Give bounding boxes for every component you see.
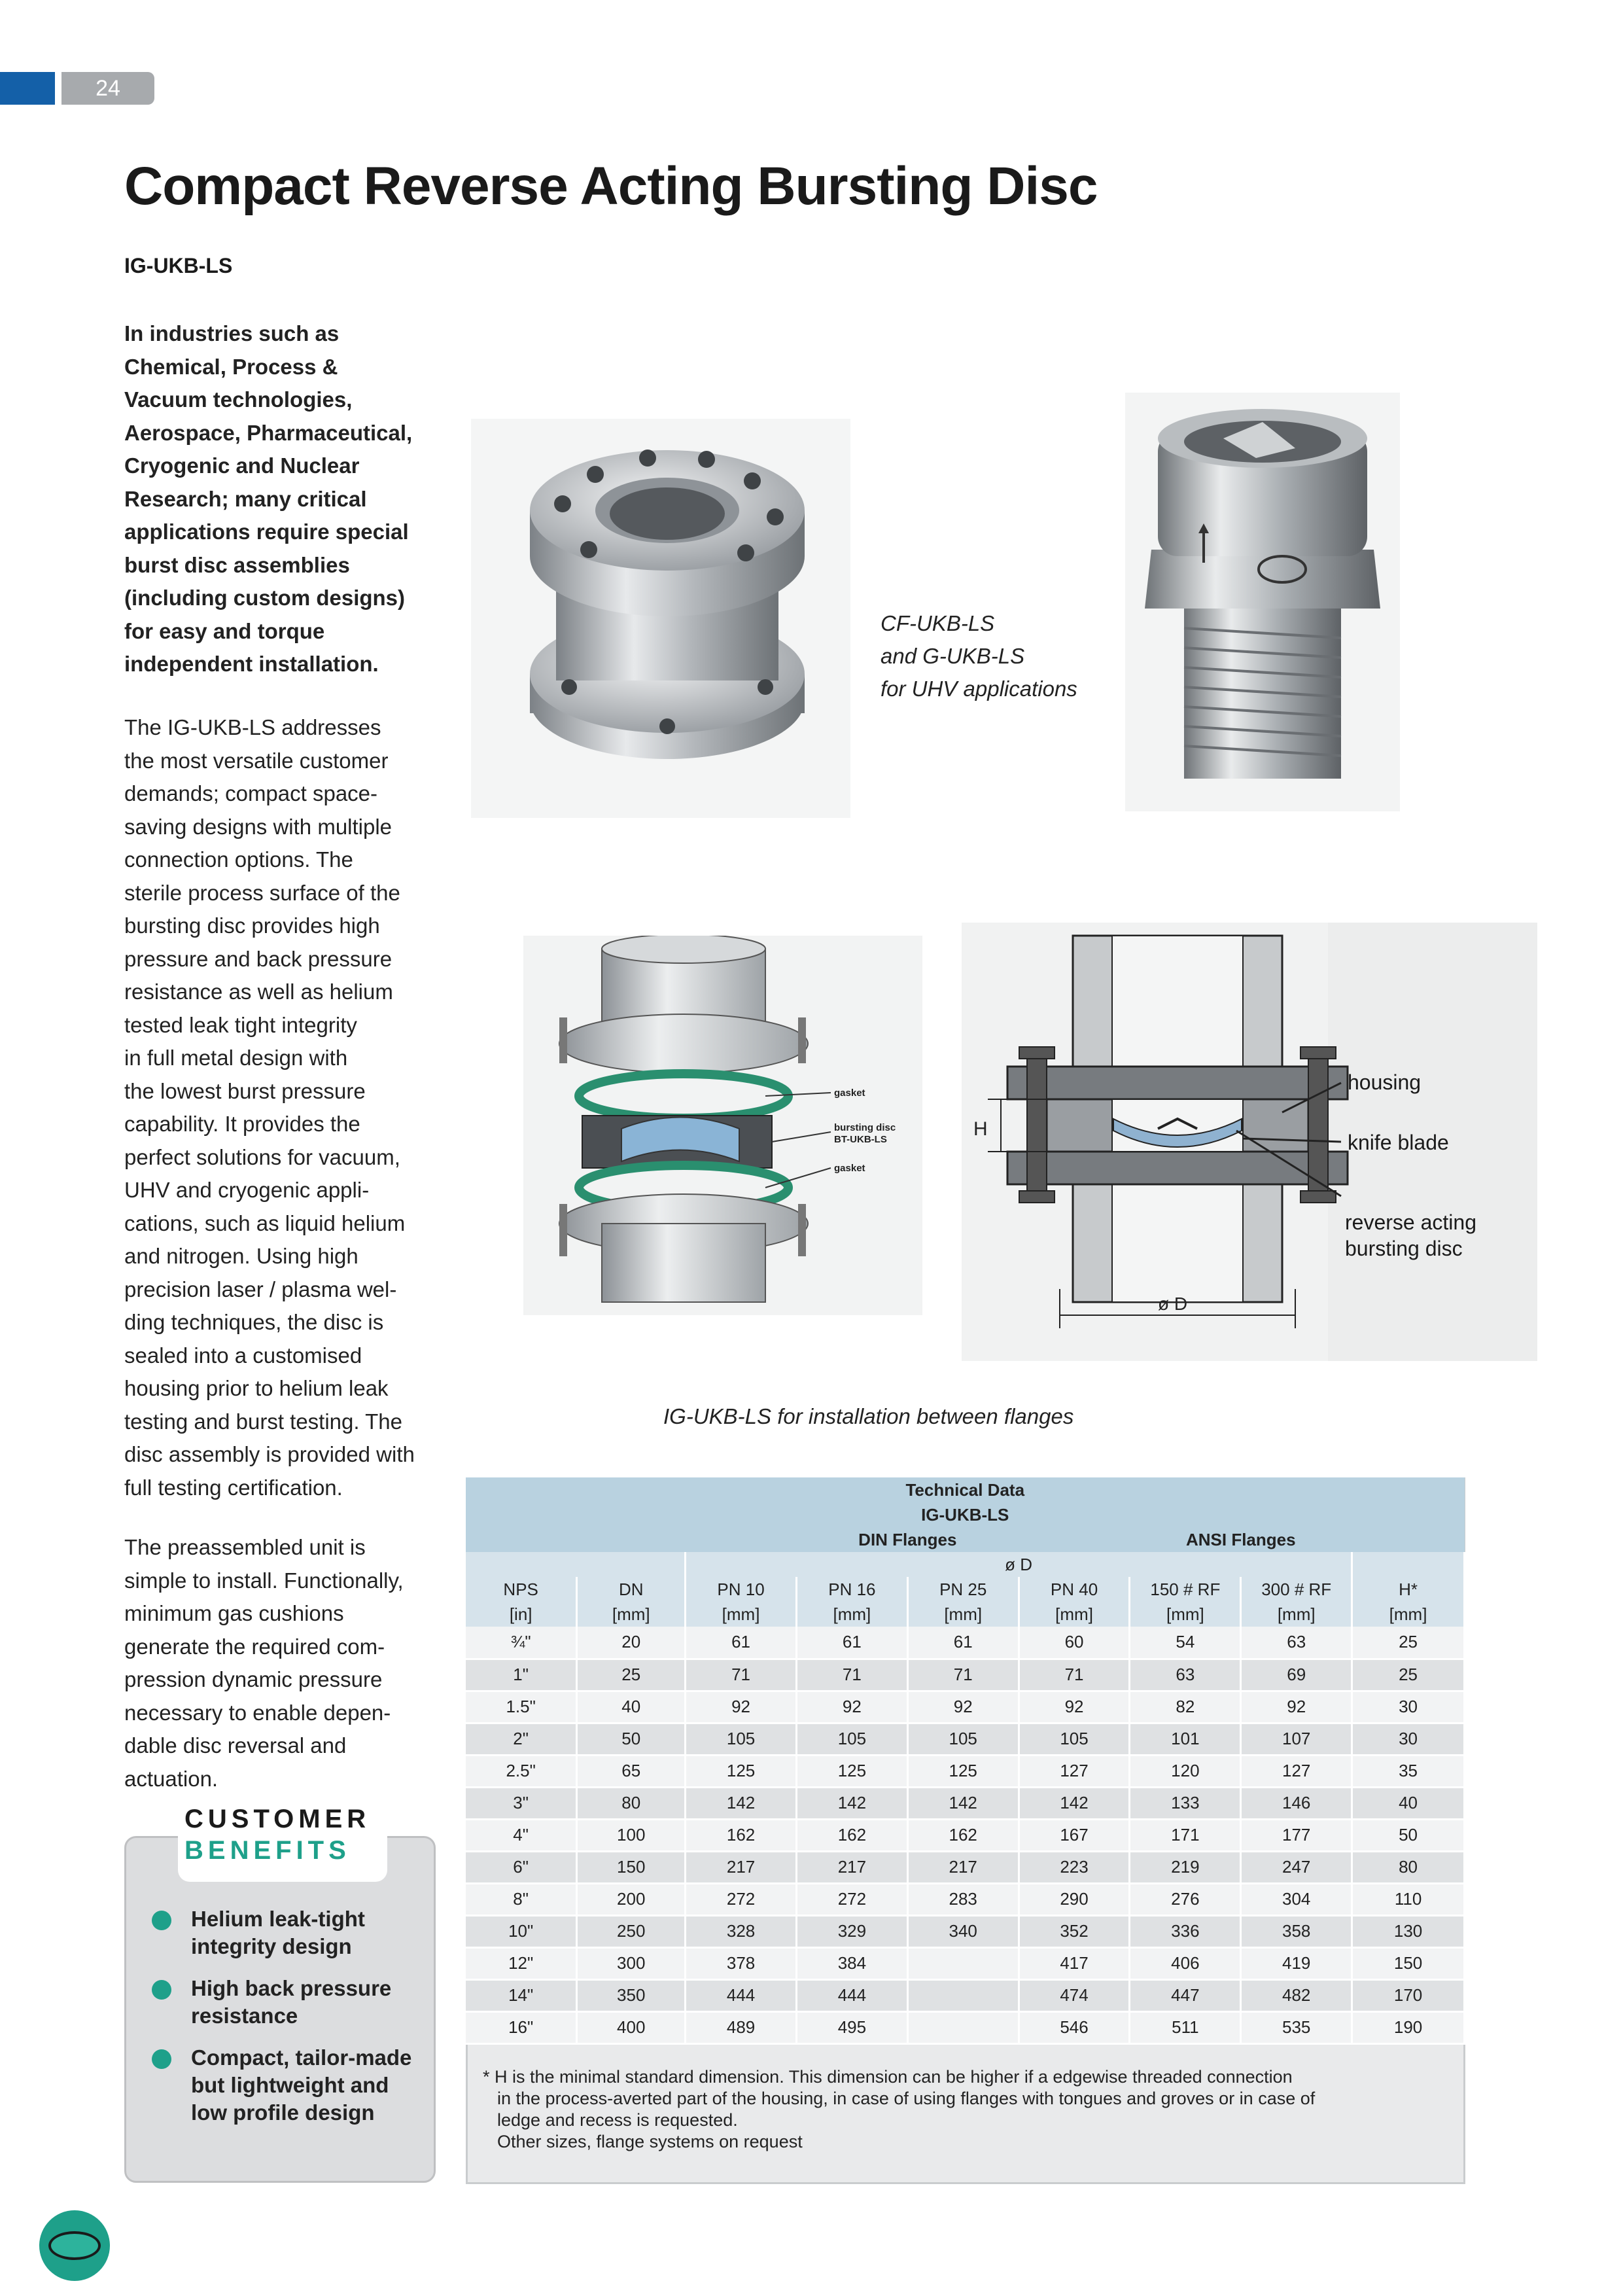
table-cell: 30 [1352,1691,1465,1723]
benefit-item: High back pressure resistance [152,1975,427,2030]
label-housing: housing [1348,1070,1422,1094]
d-dimension-label: ø D [1158,1294,1188,1314]
group-din-flanges: DIN Flanges [686,1527,1130,1552]
table-cell: 92 [686,1691,797,1723]
unit-header: [mm] [1352,1602,1465,1627]
table-cell [907,1979,1019,2011]
technical-data-table [466,1477,1465,2045]
table-cell: 125 [907,1755,1019,1787]
table-cell: 105 [686,1723,797,1755]
logo-mark-icon [48,2231,101,2260]
table-cell: 142 [796,1787,907,1819]
col-header: PN 40 [1019,1577,1130,1602]
table-cell: 50 [577,1723,686,1755]
col-header: DN [577,1577,686,1602]
table-cell: 378 [686,1947,797,1979]
table-cell: 20 [577,1627,686,1659]
table-cell: 419 [1241,1947,1352,1979]
table-cell: 482 [1241,1979,1352,2011]
table-cell: 69 [1241,1659,1352,1691]
table-cell: 217 [686,1851,797,1883]
table-row [466,1851,1465,1883]
table-cell: 4" [466,1819,577,1851]
table-cell: 511 [1130,2011,1241,2043]
table-cell: 8" [466,1883,577,1915]
table-cell: 283 [907,1883,1019,1915]
bullet-icon [152,2049,171,2069]
table-cell: 142 [1019,1787,1130,1819]
table-cell: 358 [1241,1915,1352,1947]
table-cell: 80 [1352,1851,1465,1883]
cross-section-diagram [962,923,1537,1361]
table-cell: 133 [1130,1787,1241,1819]
table-cell: 489 [686,2011,797,2043]
col-header: PN 16 [796,1577,907,1602]
table-cell: 272 [796,1883,907,1915]
table-cell: 171 [1130,1819,1241,1851]
label-knife-blade: knife blade [1348,1131,1449,1154]
table-row [466,2011,1465,2043]
table-row [466,1947,1465,1979]
table-cell: 406 [1130,1947,1241,1979]
table-cell: 101 [1130,1723,1241,1755]
installation-caption: IG-UKB-LS for installation between flanges [663,1404,1074,1428]
table-cell: 71 [686,1659,797,1691]
table-cell: 92 [796,1691,907,1723]
table-cell: 417 [1019,1947,1130,1979]
table-cell: 219 [1130,1851,1241,1883]
benefit-item: Compact, tailor-made but lightweight and low profile design [152,2044,427,2127]
table-cell: 125 [796,1755,907,1787]
table-title: Technical Data [466,1477,1465,1502]
table-row [466,1787,1465,1819]
table-subtitle: IG-UKB-LS [466,1502,1465,1527]
table-cell: 65 [577,1755,686,1787]
model-code: IG-UKB-LS [124,254,233,277]
table-cell: 217 [796,1851,907,1883]
table-cell: 146 [1241,1787,1352,1819]
table-cell: 25 [1352,1627,1465,1659]
table-cell: 447 [1130,1979,1241,2011]
table-cell: 40 [577,1691,686,1723]
table-cell: 10" [466,1915,577,1947]
table-cell: 105 [796,1723,907,1755]
unit-header: [mm] [577,1602,686,1627]
table-cell: 125 [686,1755,797,1787]
table-cell: 142 [686,1787,797,1819]
table-cell: 107 [1241,1723,1352,1755]
table-cell: 50 [1352,1819,1465,1851]
col-header: PN 25 [907,1577,1019,1602]
table-cell: 92 [907,1691,1019,1723]
table-cell: 329 [796,1915,907,1947]
unit-header: [mm] [1019,1602,1130,1627]
table-cell: 304 [1241,1883,1352,1915]
unit-header: [mm] [796,1602,907,1627]
table-cell: 12" [466,1947,577,1979]
benefits-title-line2: BENEFITS [184,1836,351,1865]
table-cell: 162 [907,1819,1019,1851]
table-cell: 444 [686,1979,797,2011]
diameter-label: ø D [686,1552,1352,1577]
table-row [466,1691,1465,1723]
table-cell: 150 [577,1851,686,1883]
table-body [466,1627,1465,2043]
table-cell: 54 [1130,1627,1241,1659]
table-cell: 71 [796,1659,907,1691]
table-cell: 16" [466,2011,577,2043]
table-cell: 2.5" [466,1755,577,1787]
table-cell: 35 [1352,1755,1465,1787]
table-cell: 340 [907,1915,1019,1947]
table-cell: 170 [1352,1979,1465,2011]
table-cell: 25 [1352,1659,1465,1691]
table-cell: 167 [1019,1819,1130,1851]
table-row [466,1627,1465,1659]
bullet-icon [152,1980,171,2000]
table-cell: 328 [686,1915,797,1947]
table-cell: 92 [1241,1691,1352,1723]
table-cell [907,2011,1019,2043]
label-gasket-top: gasket [834,1087,865,1099]
table-cell: 150 [1352,1947,1465,1979]
table-cell: 61 [796,1627,907,1659]
table-cell: 80 [577,1787,686,1819]
photo-caption: CF-UKB-LS and G-UKB-LS for UHV applications [881,611,1077,701]
table-cell: 127 [1019,1755,1130,1787]
page-title: Compact Reverse Acting Bursting Disc [124,156,1098,216]
table-cell: 290 [1019,1883,1130,1915]
table-cell: 120 [1130,1755,1241,1787]
table-cell: 384 [796,1947,907,1979]
group-ansi-flanges: ANSI Flanges [1130,1527,1352,1552]
table-cell: 217 [907,1851,1019,1883]
table-cell: 61 [907,1627,1019,1659]
table-footnote: * H is the minimal standard dimension. This dimension can be higher if a edgewise threaded connection in the process-averted part of the housing, in case of using flanges with tongues and groves or in case of ledge and recess is requested. Other sizes, flange systems on request [483,2067,1316,2151]
table-row [466,1979,1465,2011]
label-gasket-bottom: gasket [834,1163,865,1174]
table-row [466,1883,1465,1915]
col-header: NPS [466,1577,577,1602]
col-header: 150 # RF [1130,1577,1241,1602]
table-cell: 1.5" [466,1691,577,1723]
table-cell: 272 [686,1883,797,1915]
table-cell: 92 [1019,1691,1130,1723]
table-cell: 495 [796,2011,907,2043]
unit-header: [mm] [907,1602,1019,1627]
intro-paragraph: In industries such as Chemical, Process & Vacuum technologies, Aerospace, Pharmaceutical, Cryogenic and Nuclear Research; many critical applications require special burst disc assemblies (including custom designs) for easy and torque independent installation. [124,321,413,676]
table-cell: 474 [1019,1979,1130,2011]
body-paragraph-1: The IG-UKB-LS addresses the most versatile customer demands; compact space- saving designs with multiple connection options. The sterile process surface of the bursting disc provides high pressure and back pressure resistance as well as helium tested leak tight integrity in full metal design with the lowest burst pressure capability. It provides the perfect solutions for vacuum, UHV and cryogenic appli- cations, such as liquid helium and nitrogen. Using high precision laser / plasma wel- ding techniques, the disc is sealed into a customised housing prior to helium leak testing and burst testing. The disc assembly is provided with full testing certification. [124,715,415,1500]
unit-header: [in] [466,1602,577,1627]
table-cell: 25 [577,1659,686,1691]
table-cell: ¾" [466,1627,577,1659]
table-cell: 2" [466,1723,577,1755]
table-cell: 200 [577,1883,686,1915]
table-cell: 82 [1130,1691,1241,1723]
col-header: PN 10 [686,1577,797,1602]
table-row [466,1819,1465,1851]
label-reverse-acting: reverse acting bursting disc [1345,1210,1476,1260]
label-bt-ukb-ls: BT-UKB-LS [834,1134,887,1145]
exploded-assembly-diagram [523,936,922,1315]
table-cell: 71 [907,1659,1019,1691]
label-bursting-disc: bursting disc [834,1122,896,1133]
h-dimension-label: H [973,1118,988,1140]
table-cell: 1" [466,1659,577,1691]
page-number: 24 [61,72,154,105]
cf-ukb-ls-photo [471,419,850,818]
body-paragraph-2: The preassembled unit is simple to install. Functionally, minimum gas cushions generate the required com- pression dynamic pressure necessary to enable depen- dable disc reversal and actuation. [124,1535,404,1791]
table-cell: 127 [1241,1755,1352,1787]
table-row [466,1659,1465,1691]
table-row [466,1915,1465,1947]
table-cell: 300 [577,1947,686,1979]
table-cell: 61 [686,1627,797,1659]
table-row [466,1723,1465,1755]
table-cell: 6" [466,1851,577,1883]
table-cell: 250 [577,1915,686,1947]
table-cell: 352 [1019,1915,1130,1947]
col-header: H* [1352,1577,1465,1602]
g-ukb-ls-photo [1125,393,1400,811]
unit-header: [mm] [1241,1602,1352,1627]
benefits-title-line1: CUSTOMER [184,1805,371,1833]
table-cell: 30 [1352,1723,1465,1755]
table-cell: 162 [796,1819,907,1851]
header-accent-bar [0,72,55,105]
unit-header: [mm] [686,1602,797,1627]
table-cell: 14" [466,1979,577,2011]
table-cell: 223 [1019,1851,1130,1883]
table-cell: 71 [1019,1659,1130,1691]
table-cell: 105 [1019,1723,1130,1755]
table-cell: 546 [1019,2011,1130,2043]
table-cell: 130 [1352,1915,1465,1947]
col-header: 300 # RF [1241,1577,1352,1602]
benefit-item: Helium leak-tight integrity design [152,1905,427,1960]
table-cell: 63 [1241,1627,1352,1659]
table-cell: 100 [577,1819,686,1851]
unit-header: [mm] [1130,1602,1241,1627]
table-cell: 177 [1241,1819,1352,1851]
bullet-icon [152,1911,171,1930]
table-cell: 40 [1352,1787,1465,1819]
table-cell: 60 [1019,1627,1130,1659]
table-cell: 142 [907,1787,1019,1819]
table-cell: 400 [577,2011,686,2043]
table-cell: 444 [796,1979,907,2011]
table-cell: 336 [1130,1915,1241,1947]
table-cell: 247 [1241,1851,1352,1883]
table-cell: 190 [1352,2011,1465,2043]
table-cell: 63 [1130,1659,1241,1691]
table-cell: 162 [686,1819,797,1851]
table-cell: 350 [577,1979,686,2011]
table-cell [907,1947,1019,1979]
table-cell: 535 [1241,2011,1352,2043]
table-cell: 110 [1352,1883,1465,1915]
table-cell: 105 [907,1723,1019,1755]
table-cell: 276 [1130,1883,1241,1915]
table-cell: 3" [466,1787,577,1819]
table-row [466,1755,1465,1787]
